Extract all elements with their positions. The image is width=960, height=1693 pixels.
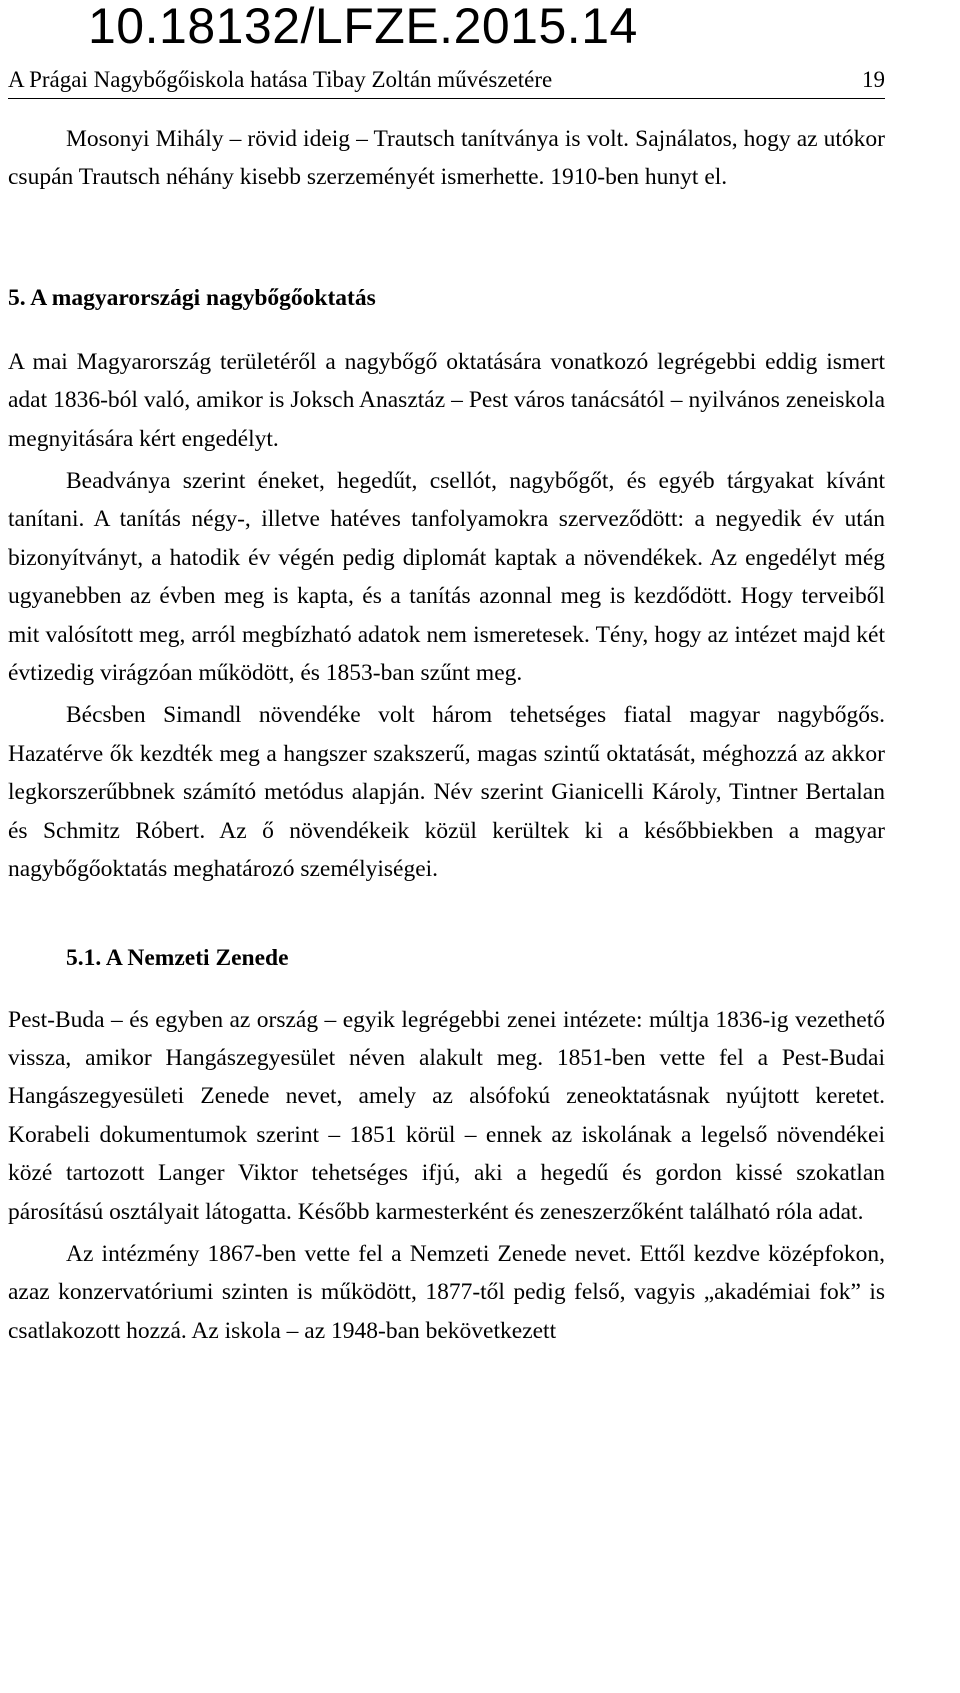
page-number: 19 — [862, 67, 885, 92]
running-header-title: A Prágai Nagybőgőiskola hatása Tibay Zoltán művészetére — [8, 67, 553, 92]
page-body — [8, 120, 885, 1350]
paragraph: Pest-Buda – és egyben az ország – egyik legrégebbi zenei intézete: múltja 1836-ig vezethető vissza, amikor Hangászegyesület néven alakult meg. 1851-ben vette fel a Pest-Budai Hangászegyesületi Zenede nevet, amely az alsófokú zeneoktatásnak nyújtott keretet. Korabeli dokumentumok szerint – 1851 körül – ennek az iskolának a legelső növendékei közé tartozott Langer Viktor tehetséges ifjú, aki a hegedű és gordon kissé szokatlan párosítású osztályait látogatta. Később karmesterként és zeneszerzőként található róla adat. — [8, 1006, 885, 1225]
doi-identifier: 10.18132/LFZE.2015.14 — [88, 0, 638, 54]
section-heading: 5. A magyarországi nagybőgőoktatás — [8, 284, 376, 311]
paragraph: Az intézmény 1867-ben vette fel a Nemzeti Zenede nevet. Ettől kezdve középfokon, azaz konzervatóriumi szinten is működött, 1877-től pedig felső, vagyis „akadémiai fok” is csatlakozott hozzá. Az iskola – az 1948-ban bekövetkezett — [8, 1240, 885, 1344]
paragraph: Beadványa szerint éneket, hegedűt, csellót, nagybőgőt, és egyéb tárgyakat kívánt tanítani. A tanítás négy-, illetve hatéves tanfolyamokra szerveződött: a negyedik év után bizonyítványt, a hatodik év végén pedig diplomát kaptak a növendékek. Az engedélyt még ugyanebben az évben meg is kapta, és a tanítás azonnal meg is kezdődött. Hogy terveiből mit valósított meg, arról megbízható adatok nem ismeretesek. Tény, hogy az intézet majd két évtizedig virágzóan működött, és 1853-ban szűnt meg. — [8, 468, 885, 687]
paragraph: A mai Magyarország területéről a nagybőgő oktatására vonatkozó legrégebbi eddig ismert adat 1836-ból való, amikor is Joksch Anasztáz – Pest város tanácsától – nyilvános zeneiskola megnyitására kért engedélyt. — [8, 348, 885, 452]
running-header — [8, 62, 885, 99]
paragraph: Bécsben Simandl növendéke volt három tehetséges fiatal magyar nagybőgős. Hazatérve ők kezdték meg a hangszer szakszerű, magas szintű oktatását, méghozzá az akkor legkorszerűbbnek számító metódus alapján. Név szerint Gianicelli Károly, Tintner Bertalan és Schmitz Róbert. Az ő növendékeik közül kerültek ki a későbbiekben a magyar nagybőgőoktatás meghatározó személyiségei. — [8, 702, 885, 883]
subsection-heading: 5.1. A Nemzeti Zenede — [66, 944, 289, 971]
paragraph: Mosonyi Mihály – rövid ideig – Trautsch tanítványa is volt. Sajnálatos, hogy az utókor csupán Trautsch néhány kisebb szerzeményét ismerhette. 1910-ben hunyt el. — [8, 126, 885, 191]
